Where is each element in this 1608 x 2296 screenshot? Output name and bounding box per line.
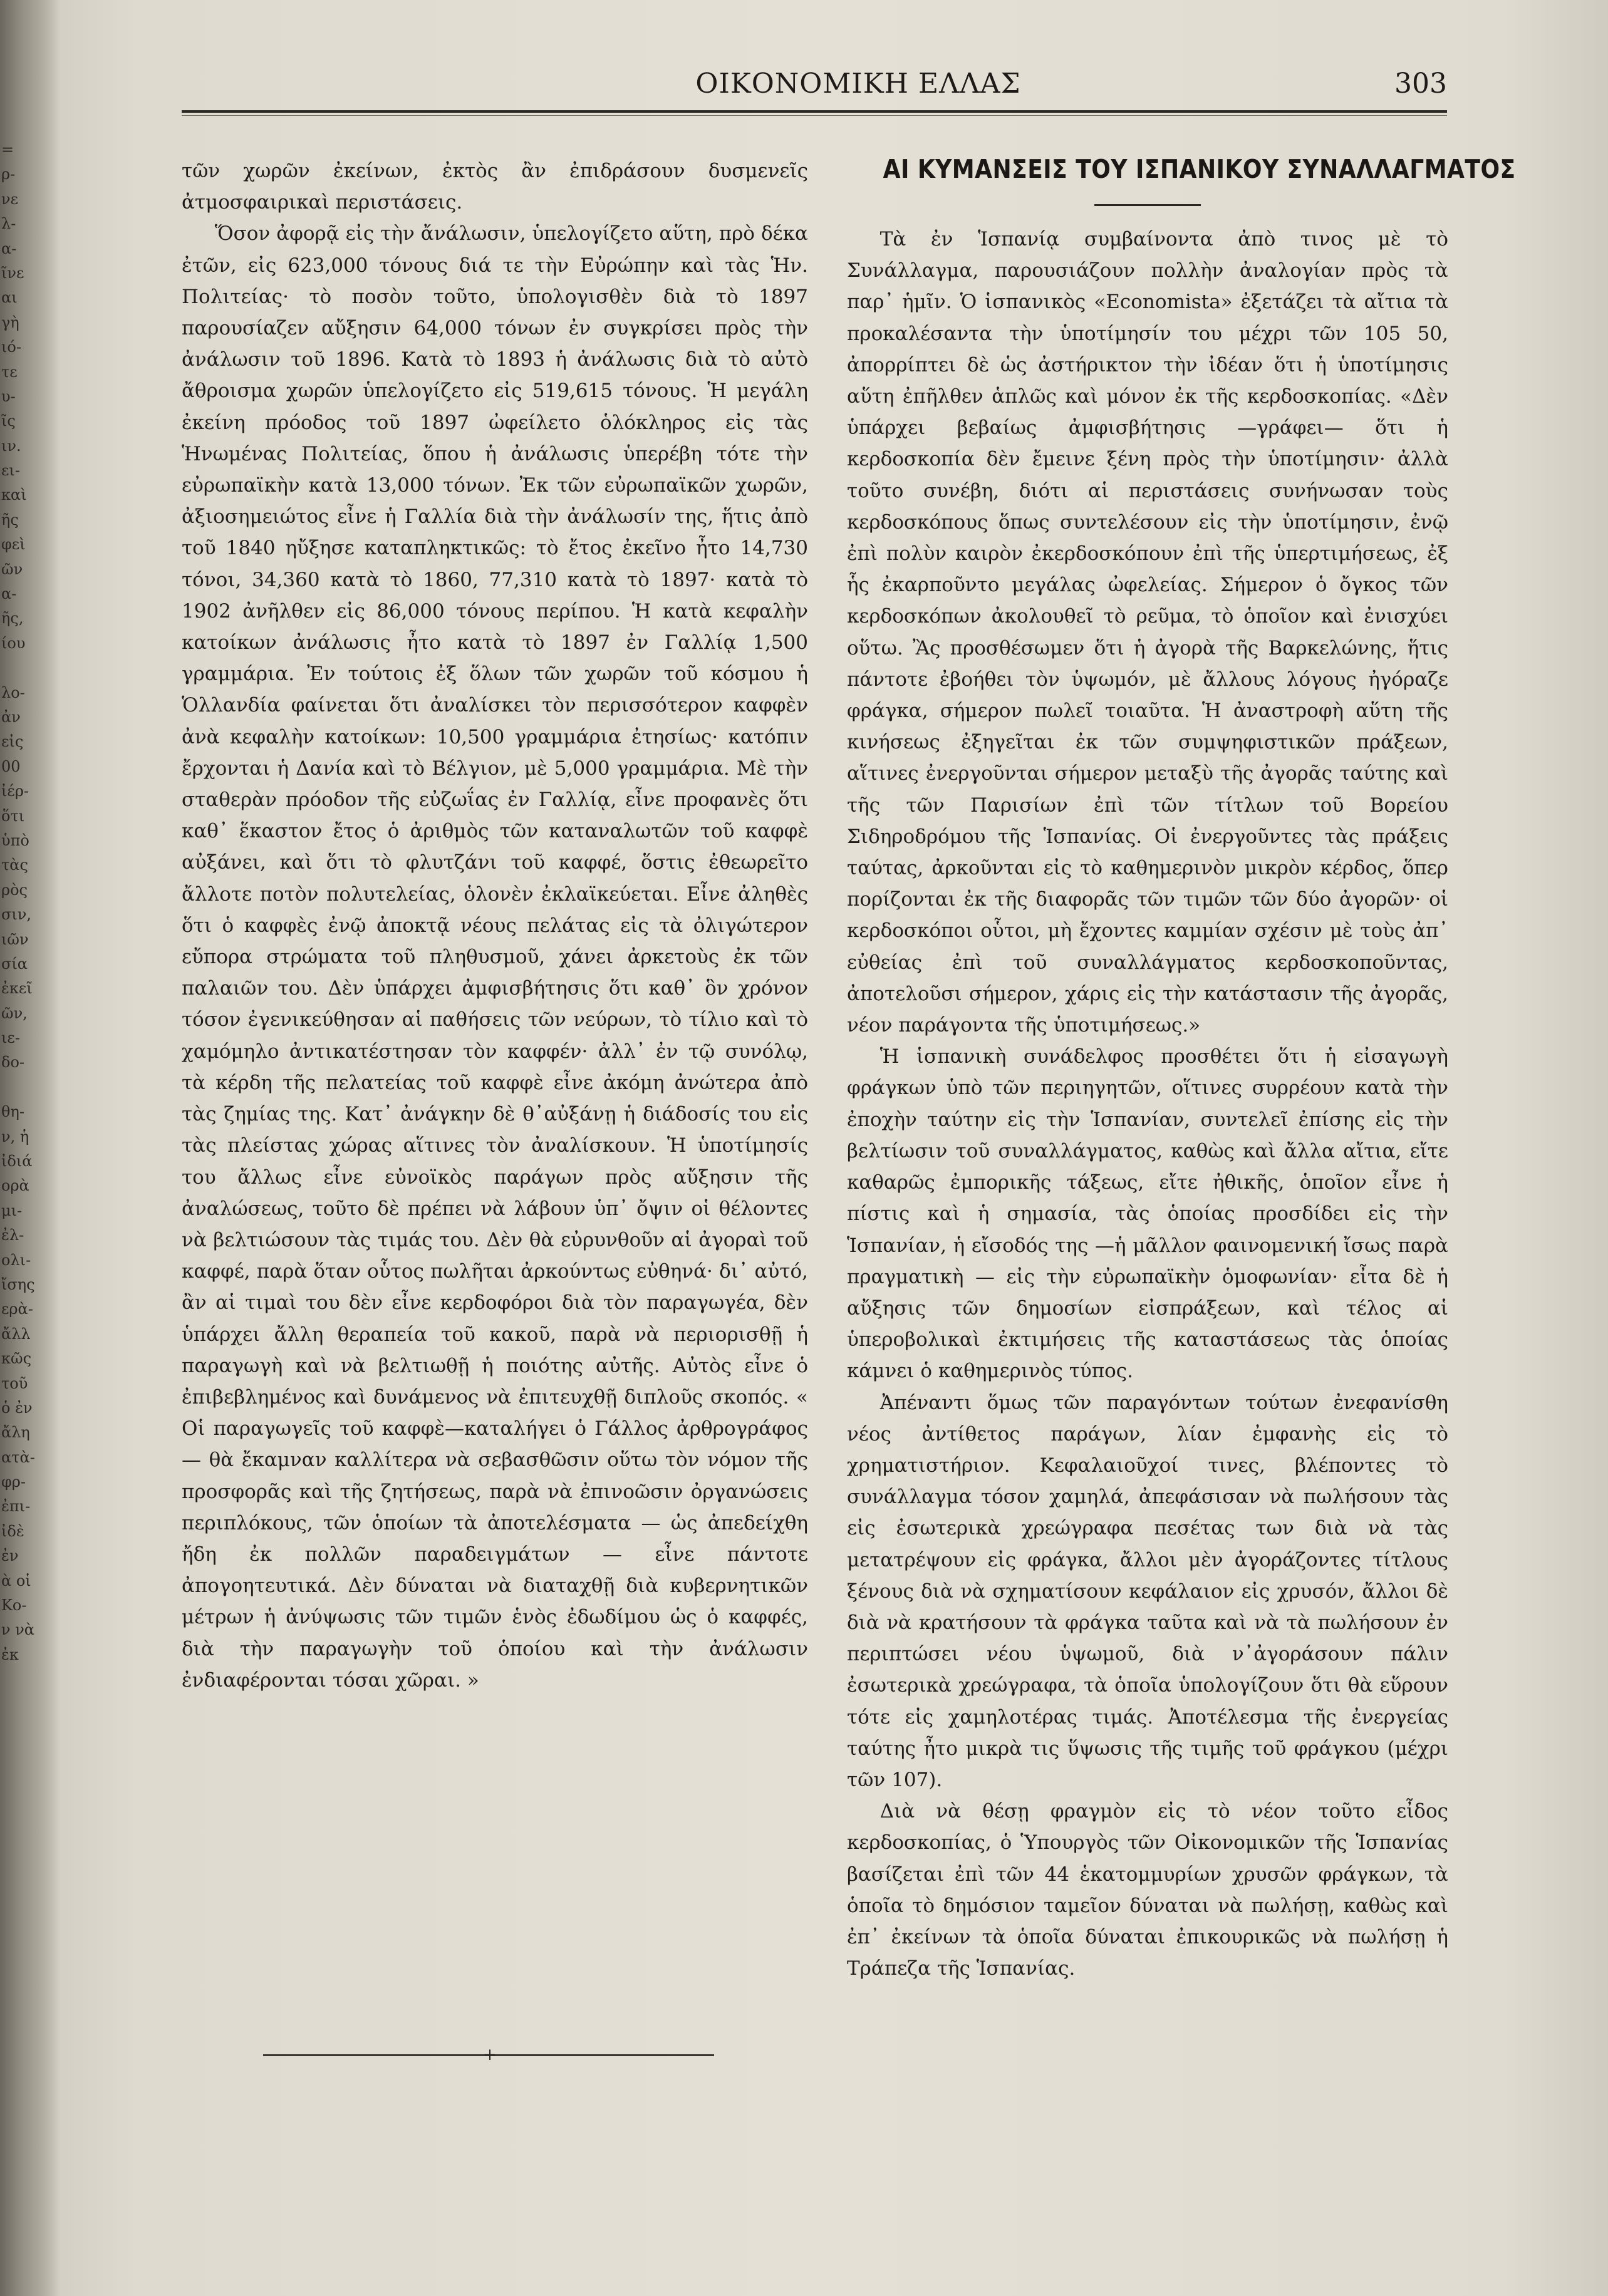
- gutter-fragment: ῶν: [1, 560, 23, 578]
- gutter-fragment: ὁ ἐν: [1, 1399, 33, 1417]
- paragraph: Ἀπέναντι ὅμως τῶν παραγόντων τούτων ἐνεφανίσθη νέος ἀντίθετος παράγων, λίαν ἐμφανὴς εἰς τὸ χρηματιστήριον. Κεφαλαιοῦχοί τινες, βλέποντες τὸ συνάλλαγμα τόσον χαμηλά, ἀπεφάσισαν νὰ πωλήσουν τὰς εἰς ἐσωτερικὰ χρεώγραφα πεσέτας των διὰ νὰ τὰς μετατρέψουν εἰς φράγκα, ἄλλοι μὲν ἀγοράζοντες τίτλους ξένους διὰ νὰ σχηματίσουν κεφάλαιον εἰς χρυσόν, ἄλλοι δὲ διὰ νὰ κρατήσουν τὰ φράγκα ταῦτα καὶ νὰ τὰ πωλήσουν ἐν περιπτώσει νέου ὑψωμοῦ, διὰ ν᾽ἀγοράσουν πάλιν ἐσωτερικὰ χρεώγραφα, τὰ ὁποῖα ὑπολογίζουν ὅτι θὰ εὕρουν τότε εἰς χαμηλοτέρας τιμάς. Ἀποτέλεσμα τῆς ἐνεργείας ταύτης ἦτο μικρὰ τις ὕψωσις τῆς τιμῆς τοῦ φράγκου (μέχρι τῶν 107).: [847, 1391, 1448, 1791]
- gutter-fragment: ει-: [1, 462, 20, 480]
- gutter-fragment: ίου: [1, 634, 26, 652]
- gutter-fragment: ν, ἡ: [1, 1127, 29, 1145]
- gutter-fragment: ατὰ-: [1, 1448, 35, 1466]
- gutter-fragment: γὴ: [1, 313, 19, 331]
- gutter-fragment: ἰδιά: [1, 1152, 33, 1171]
- gutter-fragment: ῖνε: [1, 264, 24, 282]
- gutter-fragment: ἐκεῖ: [1, 980, 33, 998]
- gutter-fragment: ερὰ-: [1, 1300, 33, 1318]
- gutter-fragment: εἰς: [1, 733, 24, 751]
- gutter-fragment: φρ-: [1, 1473, 26, 1491]
- gutter-fragment: ν νὰ: [1, 1621, 35, 1639]
- binding-gutter: [0, 0, 60, 2296]
- paragraph: Ὅσον ἀφορᾷ εἰς τὴν ἄνάλωσιν, ὑπελογίζετο αὕτη, πρὸ δέκα ἐτῶν, εἰς 623,000 τόνους διά τε τὴν Εὐρώπην καὶ τὰς Ἡν. Πολιτείας· τὸ ποσὸν τοῦτο, ὑπολογισθὲν διὰ τὸ 1897 παρουσίαζεν αὔξησιν 64,000 τόνων ἐν συγκρίσει πρὸς τὴν ἀνάλωσιν τοῦ 1896. Κατὰ τὸ 1893 ἡ ἀνάλωσις διὰ τὸ αὐτὸ ἄθροισμα χωρῶν ὑπελογίζετο εἰς 519,615 τόνους. Ἡ μεγάλη ἐκείνη πρόοδος τοῦ 1897 ὠφείλετο ὁλόκληρος εἰς τὰς Ἡνωμένας Πολιτείας, ὅπου ἡ ἀνάλωσις ὑπερέβη τότε τὴν εὐρωπαϊκὴν κατὰ 13,000 τόνων. Ἐκ τῶν εὐρωπαϊκῶν χωρῶν, ἀξιοσημειώτος εἶνε ἡ Γαλλία διὰ τὴν ἀνάλωσίν της, ἥτις ἀπὸ τοῦ 1840 ηὔξησε καταπληκτικῶς: τὸ ἔτος ἐκεῖνο ἦτο 14,730 τόνοι, 34,360 κατὰ τὸ 1860, 77,310 κατὰ τὸ 1897· κατὰ τὸ 1902 ἀνῆλθεν εἰς 86,000 τόνους περίπου. Ἡ κατὰ κεφαλὴν κατοίκων ἀνάλωσις ἦτο κατὰ τὸ 1897 ἐν Γαλλίᾳ 1,500 γραμμάρια. Ἐν τούτοις ἐξ ὅλων τῶν χωρῶν τοῦ κόσμου ἡ Ὁλλανδία φαίνεται ὅτι ἀναλίσκει τὸν περισσότερον καφφὲν ἀνὰ κεφαλὴν κατοίκων: 10,500 γραμμάρια ἐτησίως· κατόπιν ἔρχονται ἡ Δανία καὶ τὸ Βέλγιον, μὲ 5,000 γραμμάρια. Μὲ τὴν σταθερὰν πρόοδον τῆς εὐζωΐας ἐν Γαλλίᾳ, εἶνε προφανὲς ὅτι καθ᾽ ἕκαστον ἔτος ὁ ἀριθμὸς τῶν καταναλωτῶν τοῦ καφφὲ αὐξάνει, καὶ ὅτι τὸ φλυτζάνι τοῦ καφφέ, ὅστις ἐθεωρεῖτο ἄλλοτε ποτὸν πολυτελείας, ὁλονὲν ἐκλαϊκεύεται. Εἶνε ἀληθὲς ὅτι ὁ καφφὲς ἐνῷ ἀποκτᾷ νέους πελάτας εἰς τὰ ὀλιγώτερον εὔπορα στρώματα τοῦ πληθυσμοῦ, χάνει ἀρκετοὺς ἐκ τῶν παλαιῶν του. Δὲν ὑπάρχει ἀμφισβήτησις ὅτι καθ᾽ ὃν χρόνον τόσον ἐγενικεύθησαν αἱ παθήσεις τῶν νεύρων, τὸ τίλιο καὶ τὸ χαμόμηλο ἀντικατέστησαν τὸν καφφέν· ἀλλ᾽ ἐν τῷ συνόλῳ, τὰ κέρδη τῆς πελατείας τοῦ καφφὲ εἶνε ἀκόμη ἀνώτερα ἀπὸ τὰς ζημίας της. Κατ᾽ ἀνάγκην δὲ θ᾽αὐξάνῃ ἡ διάδοσίς του εἰς τὰς πλείστας χώρας αἵτινες τὸν ἀναλίσκουν. Ἡ ὑποτίμησίς του ἄλλως εἶνε εὐνοϊκὸς παράγων πρὸς αὔξησιν τῆς ἀναλώσεως, τοῦτο δὲ πρέπει νὰ λάβουν ὑπ᾽ ὄψιν οἱ θέλοντες νὰ βελτιώσουν τὰς τιμάς του. Δὲν θὰ εὐρυνθοῦν αἱ ἀγοραὶ τοῦ καφφέ, παρὰ ὅταν οὗτος πωλῆται ἀρκούντως εὐθηνά· δι᾽ αὐτό, ἂν αἱ τιμαὶ του δὲν εἶνε κερδοφόροι διὰ τὸν παραγωγέα, δὲν ὑπάρχει ἄλλη θεραπεία τοῦ κακοῦ, παρὰ νὰ περιορισθῇ ἡ παραγωγὴ καὶ νὰ βελτιωθῇ ἡ ποιότης αὐτῆς. Αὐτὸς εἶνε ὁ ἐπιβεβλημένος καὶ δυνάμενος νὰ ἐπιτευχθῇ διπλοῦς σκοπός. « Οἱ παραγωγεῖς τοῦ καφφὲ—καταλήγει ὁ Γάλλος ἀρθρογράφος — θὰ ἔκαμναν καλλίτερα νὰ σεβασθῶσιν οὕτω τὸν νόμον τῆς προσφορᾶς καὶ τῆς ζητήσεως, παρὰ νὰ ἐπινοῶσιν ὀργανώσεις περιπλόκους, τῶν ὁποίων τὰ ἀποτελέσματα — ὡς ἀπεδείχθη ἤδη ἐκ πολλῶν παραδειγμάτων — εἶνε πάντοτε ἀπογοητευτικά. Δὲν δύναται νὰ διαταχθῇ διὰ κυβερνητικῶν μέτρων ἡ ἀνύψωσις τῶν τιμῶν ἑνὸς ἐδωδίμου ὡς ὁ καφφές, διὰ τὴν παραγωγὴν τοῦ ὁποίου καὶ τὴν ἀνάλωσιν ἐνδιαφέρονται τόσαι χῶραι. »: [182, 222, 808, 1692]
- gutter-fragment: ὅτι: [1, 807, 25, 825]
- gutter-fragment: δο-: [1, 1053, 25, 1072]
- gutter-fragment: ιῶν: [1, 930, 29, 948]
- gutter-fragment: ῶν,: [1, 1004, 28, 1022]
- header-rule: [182, 110, 1447, 113]
- gutter-fragment: ιε-: [1, 1029, 20, 1047]
- gutter-fragment: φεὶ: [1, 535, 26, 554]
- gutter-fragment: λο-: [1, 683, 25, 701]
- gutter-fragment: αι: [1, 289, 18, 307]
- gutter-fragment: τὰς: [1, 856, 28, 874]
- end-ornament-icon: +: [483, 2045, 497, 2064]
- gutter-fragment: υ-: [1, 387, 16, 405]
- gutter-fragment: α-: [1, 585, 17, 603]
- gutter-fragment: ἐλ-: [1, 1226, 24, 1244]
- page-number: 303: [1394, 68, 1447, 100]
- gutter-fragment: ιό-: [1, 338, 21, 356]
- gutter-fragment: ὰ οἱ: [1, 1571, 31, 1590]
- gutter-fragment: νε: [1, 190, 19, 208]
- gutter-fragment: θη-: [1, 1103, 24, 1121]
- gutter-fragment: ῖς: [1, 412, 16, 430]
- gutter-fragment: ἐπι-: [1, 1497, 31, 1516]
- gutter-fragment: ῆς: [1, 510, 19, 529]
- gutter-fragment: τοῦ: [1, 1374, 28, 1392]
- gutter-fragment: ἰέρ-: [1, 782, 29, 800]
- gutter-fragment: ἄλη: [1, 1424, 30, 1442]
- gutter-fragment: [1, 1075, 51, 1100]
- journal-title: ΟΙΚΟΝΟΜΙΚΗ ΕΛΛΑΣ: [695, 68, 1021, 100]
- gutter-fragment: ἀν: [1, 708, 21, 726]
- gutter-fragment: ολι-: [1, 1251, 31, 1269]
- gutter-fragment: ιν.: [1, 437, 21, 455]
- article-title: ΑΙ ΚΥΜΑΝΣΕΙΣ ΤΟΥ ΙΣΠΑΝΙΚΟΥ ΣΥΝΑΛΛΑΓΜΑΤΟΣ: [883, 154, 1516, 184]
- gutter-fragment: σία: [1, 954, 28, 973]
- gutter-fragment: α-: [1, 239, 17, 257]
- gutter-fragment: ρ-: [1, 165, 16, 184]
- gutter-fragment: λ-: [1, 215, 16, 233]
- gutter-fragment: ρὸς: [1, 881, 28, 899]
- right-column: [847, 149, 1516, 1984]
- gutter-fragment: [1, 656, 51, 680]
- paragraph: τῶν χωρῶν ἐκείνων, ἐκτὸς ἂν ἐπιδράσουν δυσμενεῖς ἀτμοσφαιρικαὶ περιστάσεις.: [182, 160, 808, 214]
- gutter-fragment: ορὰ: [1, 1177, 29, 1195]
- title-rule: [1094, 204, 1201, 206]
- gutter-fragment: ἰδὲ: [1, 1522, 24, 1540]
- paragraph: Ἡ ἱσπανικὴ συνάδελφος προσθέτει ὅτι ἡ εἰσαγωγὴ φράγκων ὑπὸ τῶν περιηγητῶν, οἵτινες συρρέουν κατὰ τὴν ἐποχὴν ταύτην εἰς τὴν Ἱσπανίαν, συντελεῖ ἐπίσης εἰς τὴν βελτίωσιν τοῦ συναλλάγματος, καθὼς καὶ ἄλλα αἴτια, εἴτε καθαρῶς ἐμπορικῆς τάξεως, εἴτε ἠθικῆς, ὁποῖον εἶνε ἡ πίστις καὶ ἡ σημασία, τὰς ὁποίας προσδίδει εἰς τὴν Ἱσπανίαν, ἡ εἴσοδός της —ἡ μᾶλλον φαινομενική ἴσως παρὰ πραγματικὴ — εἰς τὴν εὐρωπαϊκὴν ὁμοφωνίαν· εἶτα δὲ ἡ αὔξησις τῶν δημοσίων εἰσπράξεων, καὶ τέλος αἱ ὑπεροβολικαὶ ἐκτιμήσεις τῆς καταστάσεως τὰς ὁποίας κάμνει ὁ καθημερινὸς τύπος.: [847, 1045, 1448, 1383]
- gutter-fragment: τε: [1, 363, 18, 381]
- header-rule-thin: [182, 115, 1447, 116]
- gutter-fragment: μι-: [1, 1201, 23, 1219]
- gutter-fragment: 00: [1, 757, 21, 775]
- gutter-fragment: Κο-: [1, 1596, 27, 1615]
- left-column: [182, 155, 808, 1696]
- gutter-fragment: ἴσης: [1, 1275, 35, 1293]
- gutter-fragment: κῶς: [1, 1350, 32, 1368]
- gutter-fragment: σιν,: [1, 906, 32, 924]
- gutter-fragment: καὶ: [1, 486, 27, 504]
- facing-page-fragments: [1, 138, 51, 1667]
- gutter-fragment: ἐν: [1, 1547, 19, 1565]
- gutter-fragment: ἄλλ: [1, 1325, 31, 1343]
- gutter-fragment: ἐκ: [1, 1645, 19, 1663]
- gutter-fragment: ῆς,: [1, 609, 24, 628]
- gutter-fragment: =: [1, 141, 14, 158]
- gutter-fragment: ὑπὸ: [1, 831, 29, 849]
- paragraph: Διὰ νὰ θέσῃ φραγμὸν εἰς τὸ νέον τοῦτο εἶδος κερδοσκοπίας, ὁ Ὑπουργὸς τῶν Οἰκονομικῶν τῆς Ἱσπανίας βασίζεται ἐπὶ τῶν 44 ἑκατομμυρίων χρυσῶν φράγκων, τὰ ὁποῖα τὸ δημόσιον ταμεῖον δύναται νὰ πωλήσῃ, καθὼς καὶ ἐπ᾽ ἐκείνων τὰ ὁποῖα δύναται ἐπικουρικῶς νὰ πωλήσῃ ἡ Τράπεζα τῆς Ἱσπανίας.: [847, 1800, 1448, 1980]
- paragraph: Τὰ ἐν Ἱσπανίᾳ συμβαίνοντα ἀπὸ τινος μὲ τὸ Συνάλλαγμα, παρουσιάζουν πολλὴν ἀναλογίαν πρὸς τὰ παρ᾽ ἡμῖν. Ὁ ἱσπανικὸς «Economista» ἐξετάζει τὰ αἴτια τὰ προκαλέσαντα τὴν ὑποτίμησίν του μέχρι τῶν 105 50, ἀπορρίπτει δὲ ὡς ἀστήρικτον τὴν ἰδέαν ὅτι ἡ ὑποτίμησις αὕτη ἐπῆλθεν ἁπλῶς καὶ μόνον ἐκ τῆς κερδοσκοπίας. «Δὲν ὑπάρχει βεβαίως ἀμφισβήτησις —γράφει— ὅτι ἡ κερδοσκοπία δὲν ἔμεινε ξένη πρὸς τὴν ὑποτίμησιν· ἀλλὰ τοῦτο συνέβη, διότι αἱ περιστάσεις συνήνωσαν τοὺς κερδοσκόπους ὅπως συντελέσουν εἰς τὴν ὑποτίμησιν, ἐνῷ ἐπὶ πολὺν καιρὸν ἐκερδοσκόπουν ἐπὶ τῆς ὑπερτιμήσεως, ἐξ ἧς ἐκαρποῦντο μεγάλας ὠφελείας. Σήμερον ὁ ὄγκος τῶν κερδοσκόπων ἀκολουθεῖ τὸ ρεῦμα, τὸ ὁποῖον καὶ ἐνισχύει οὕτω. Ἂς προσθέσωμεν ὅτι ἡ ἀγορὰ τῆς Βαρκελώνης, ἥτις πάντοτε ἐβοήθει τὸν ὑψωμόν, μὲ ἄλλους λόγους ἠγόραζε φράγκα, σήμερον πωλεῖ τοιαῦτα. Ἡ ἀναστροφὴ αὕτη τῆς κινήσεως ἐξηγεῖται ἐκ τῶν συμψηφιστικῶν πράξεων, αἵτινες ἐνεργοῦνται σήμερον μεταξὺ τῆς ἀγορᾶς ταύτης καὶ τῆς τῶν Παρισίων ἐπὶ τῶν τίτλων τοῦ Βορείου Σιδηροδρόμου τῆς Ἱσπανίας. Οἱ ἐνεργοῦντες τὰς πράξεις ταύτας, ἀρκοῦνται εἰς τὸ καθημερινὸν μικρὸν κέρδος, ὅπερ πορίζονται ἐκ τῆς διαφορᾶς τῶν τιμῶν τῶν δύο ἀγορῶν· οἱ κερδοσκόποι οὗτοι, μὴ ἔχοντες καμμίαν σχέσιν μὲ τοὺς ἀπ᾽ εὐθείας ἐπὶ τοῦ συναλλάγματος κερδοσκοποῦντας, ἀποτελοῦσι σήμερον, χάρις εἰς τὴν κατάστασιν τῆς ἀγορᾶς, νέον παράγοντα τῆς ὑποτιμήσεως.»: [847, 228, 1448, 1037]
